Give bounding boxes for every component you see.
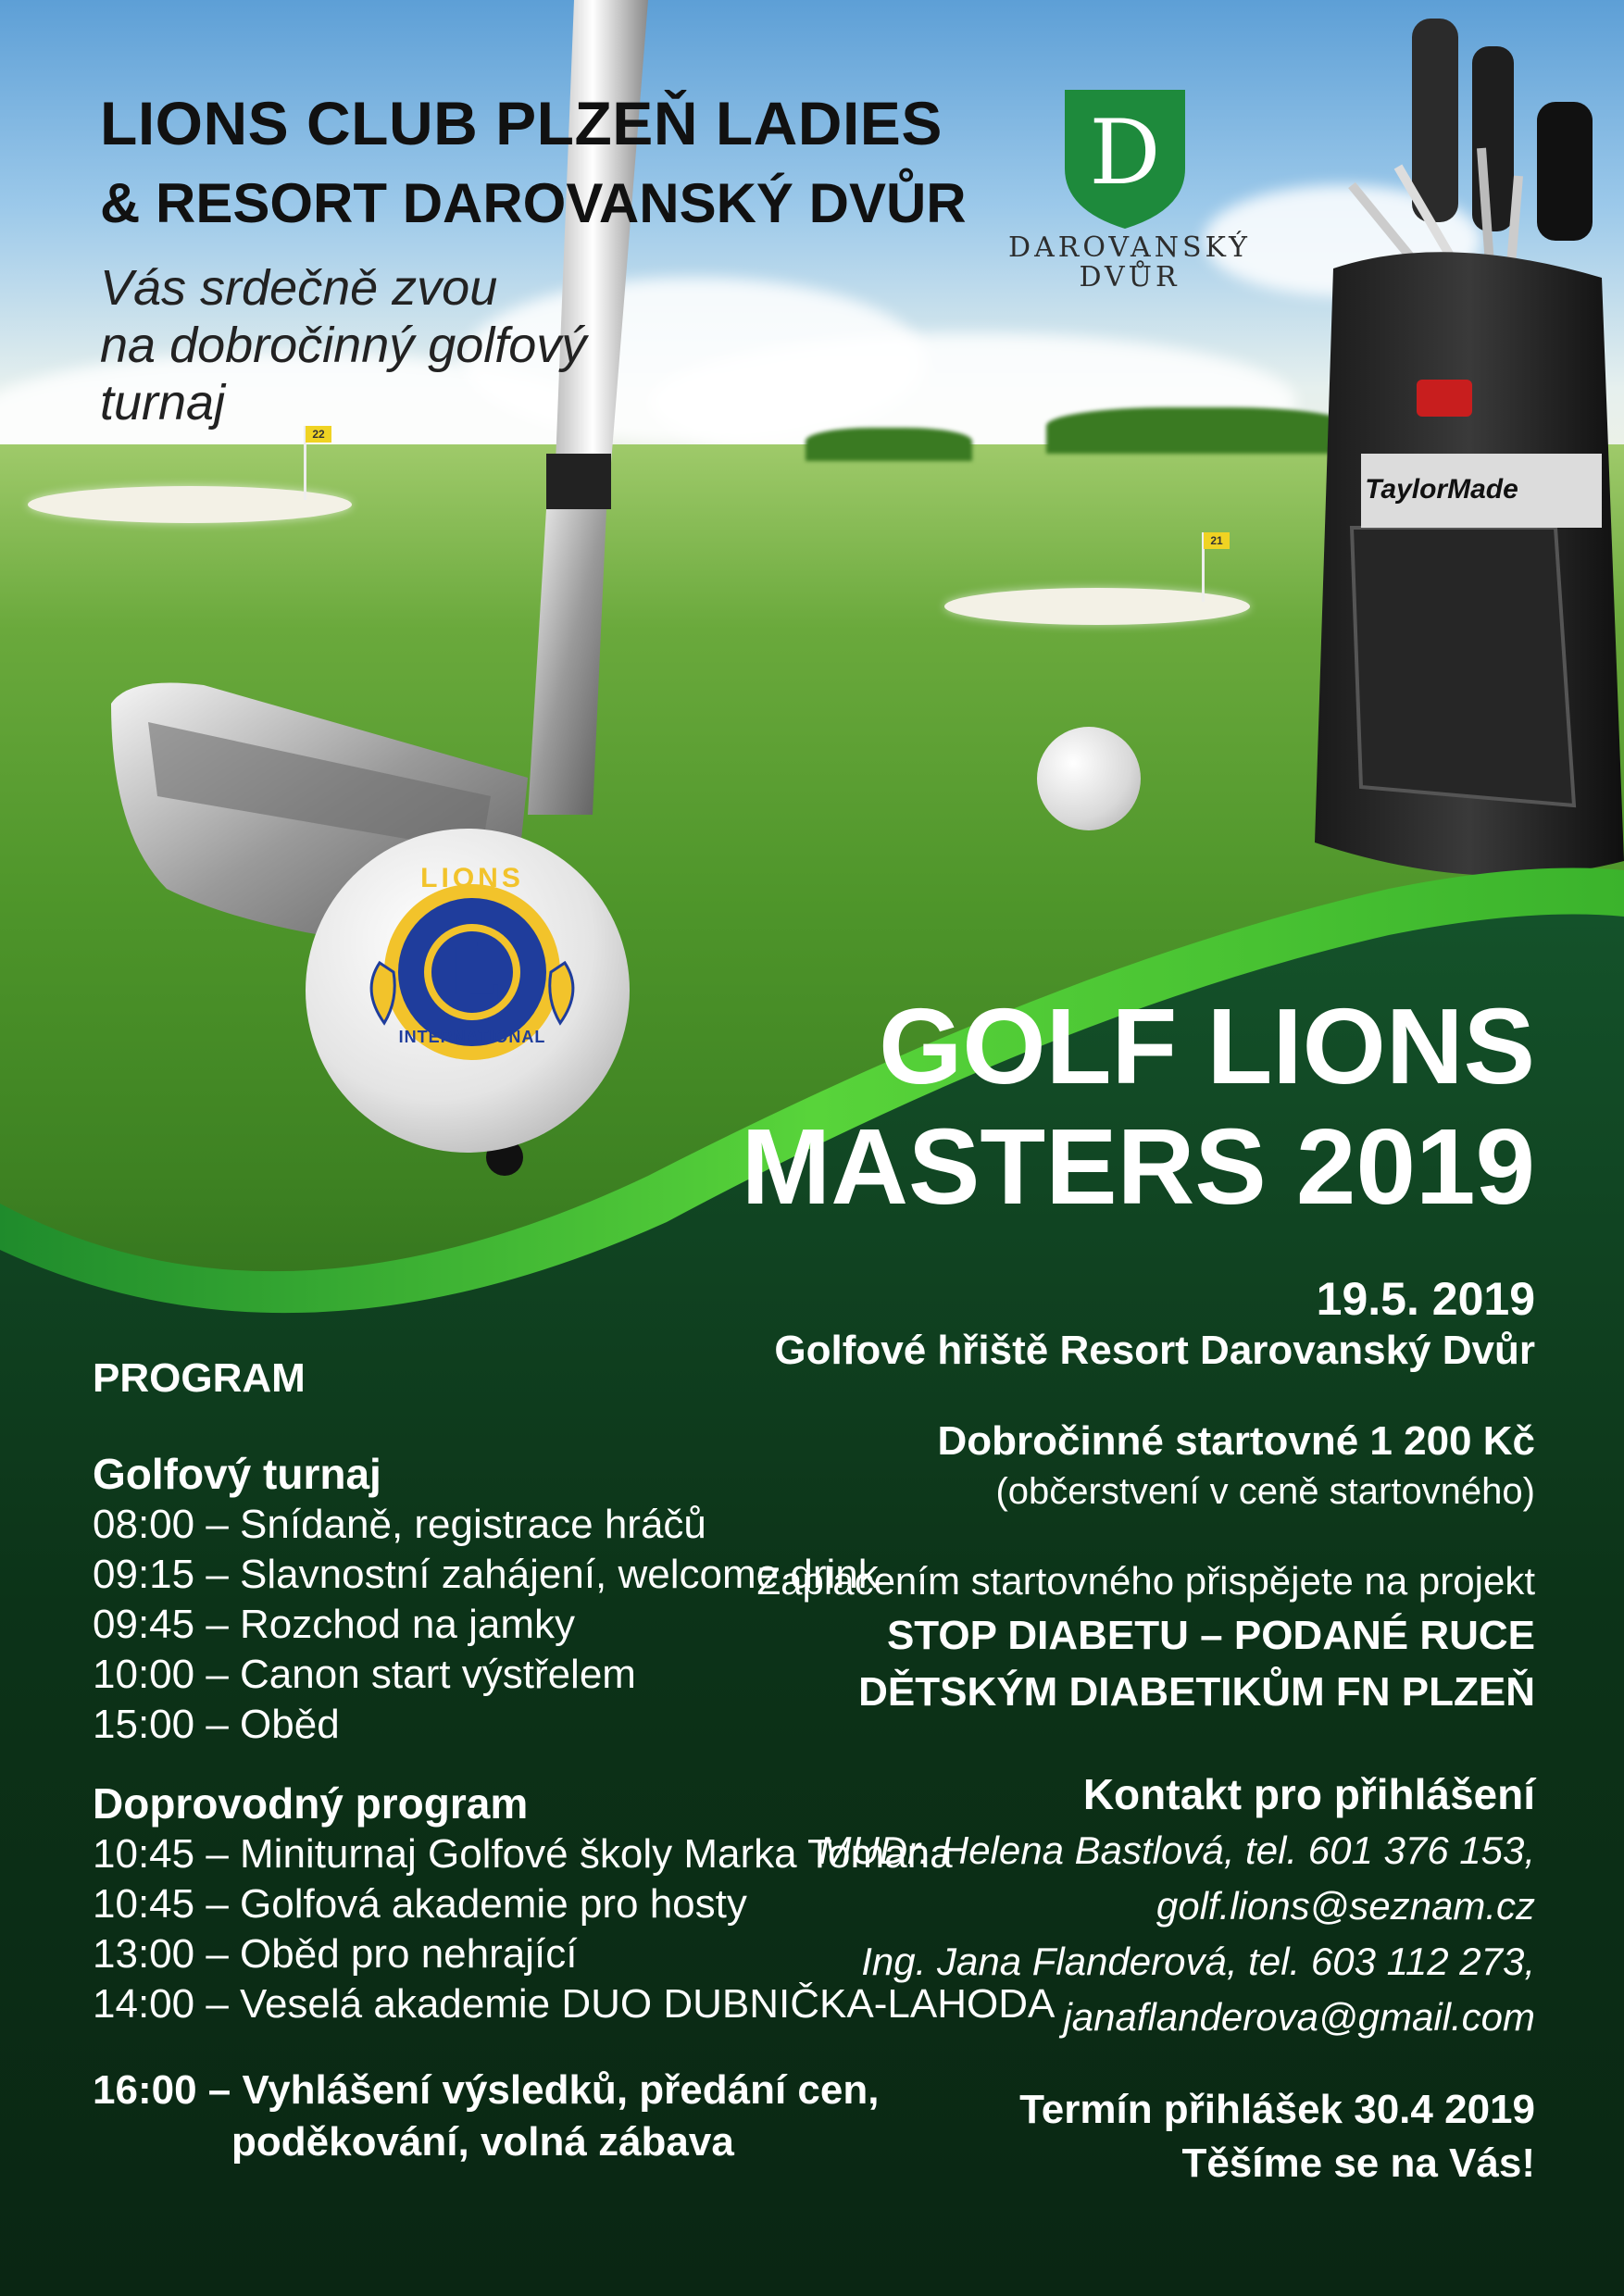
- schedule-item: 15:00 – Oběd: [93, 1702, 340, 1747]
- event-title-line2: MASTERS 2019: [741, 1106, 1535, 1227]
- invitation-line: na dobročinný golfový: [100, 318, 587, 373]
- program-block: [93, 1354, 1055, 2168]
- contact-heading: Kontakt pro přihlášení: [1082, 1770, 1535, 1818]
- logo-letter: D: [1089, 101, 1161, 205]
- final-schedule-item-continued: poděkování, volná zábava: [231, 2119, 734, 2165]
- schedule-item: 10:45 – Golfová akademie pro hosty: [93, 1881, 747, 1927]
- project-intro: Zaplacením startovného přispějete na projekt: [756, 1559, 1535, 1603]
- closing-line: Těšíme se na Vás!: [1181, 2140, 1535, 2186]
- contact-line: Ing. Jana Flanderová, tel. 603 112 273,: [861, 1940, 1535, 1983]
- schedule-item: 13:00 – Oběd pro nehrající: [93, 1931, 578, 1977]
- lions-emblem-top-text: LIONS: [420, 863, 524, 893]
- golf-bag-brand: TaylorMade: [1365, 474, 1518, 505]
- contact-email-2[interactable]: janaflanderova@gmail.com: [1063, 1995, 1535, 2039]
- organizer-line-2: & RESORT DAROVANSKÝ DVŮR: [100, 172, 967, 234]
- schedule-item: 09:15 – Slavnostní zahájení, welcome drink: [93, 1552, 879, 1597]
- final-schedule-item: 16:00 – Vyhlášení výsledků, předání cen,: [93, 2067, 880, 2113]
- schedule-item: 14:00 – Veselá akademie DUO DUBNIČKA-LAHODA: [93, 1981, 1056, 2027]
- invitation-text: [100, 259, 693, 431]
- program-heading: PROGRAM: [93, 1355, 306, 1401]
- flag-22: 22: [306, 426, 331, 443]
- event-title-line1: GOLF LIONS: [879, 986, 1535, 1106]
- organizer-line-1: LIONS CLUB PLZEŇ LADIES: [100, 89, 943, 157]
- lions-emblem-letter: L: [444, 926, 500, 1017]
- logo-name-line1: DAROVANSKÝ: [1008, 231, 1251, 264]
- golf-tournament-heading: Golfový turnaj: [93, 1450, 381, 1498]
- contact-line: MUDr. Helena Bastlová, tel. 601 376 153,: [818, 1828, 1535, 1872]
- registration-deadline: Termín přihlášek 30.4 2019: [1019, 2087, 1535, 2132]
- schedule-item: 10:45 – Miniturnaj Golfové školy Marka Tomana: [93, 1831, 953, 1877]
- project-name-line2: DĚTSKÝM DIABETIKŮM FN PLZEŇ: [858, 1669, 1535, 1715]
- event-title: [742, 986, 1535, 1227]
- deadline-block: [1019, 2083, 1535, 2190]
- schedule-item: 08:00 – Snídaně, registrace hráčů: [93, 1502, 706, 1547]
- logo-name-line2: DVŮR: [1079, 261, 1181, 293]
- event-venue: Golfové hřiště Resort Darovanský Dvůr: [774, 1328, 1535, 1373]
- project-name-line1: STOP DIABETU – PODANÉ RUCE: [886, 1613, 1535, 1658]
- entry-fee-note: (občerstvení v ceně startovného): [995, 1471, 1535, 1512]
- logo-name: [981, 233, 1278, 293]
- invitation-line: Vás srdečně zvou: [100, 260, 498, 316]
- lions-emblem-bottom-text: INTERNATIONAL: [398, 1028, 546, 1046]
- schedule-item: 09:45 – Rozchod na jamky: [93, 1602, 575, 1647]
- invitation-line: turnaj: [100, 375, 226, 430]
- contact-email-1[interactable]: golf.lions@seznam.cz: [1156, 1884, 1535, 1928]
- event-date: 19.5. 2019: [1316, 1273, 1535, 1325]
- flag-21: 21: [1204, 532, 1230, 549]
- schedule-item: 10:00 – Canon start výstřelem: [93, 1652, 636, 1697]
- entry-fee: Dobročinné startovné 1 200 Kč: [937, 1418, 1535, 1464]
- side-program-heading: Doprovodný program: [93, 1779, 529, 1828]
